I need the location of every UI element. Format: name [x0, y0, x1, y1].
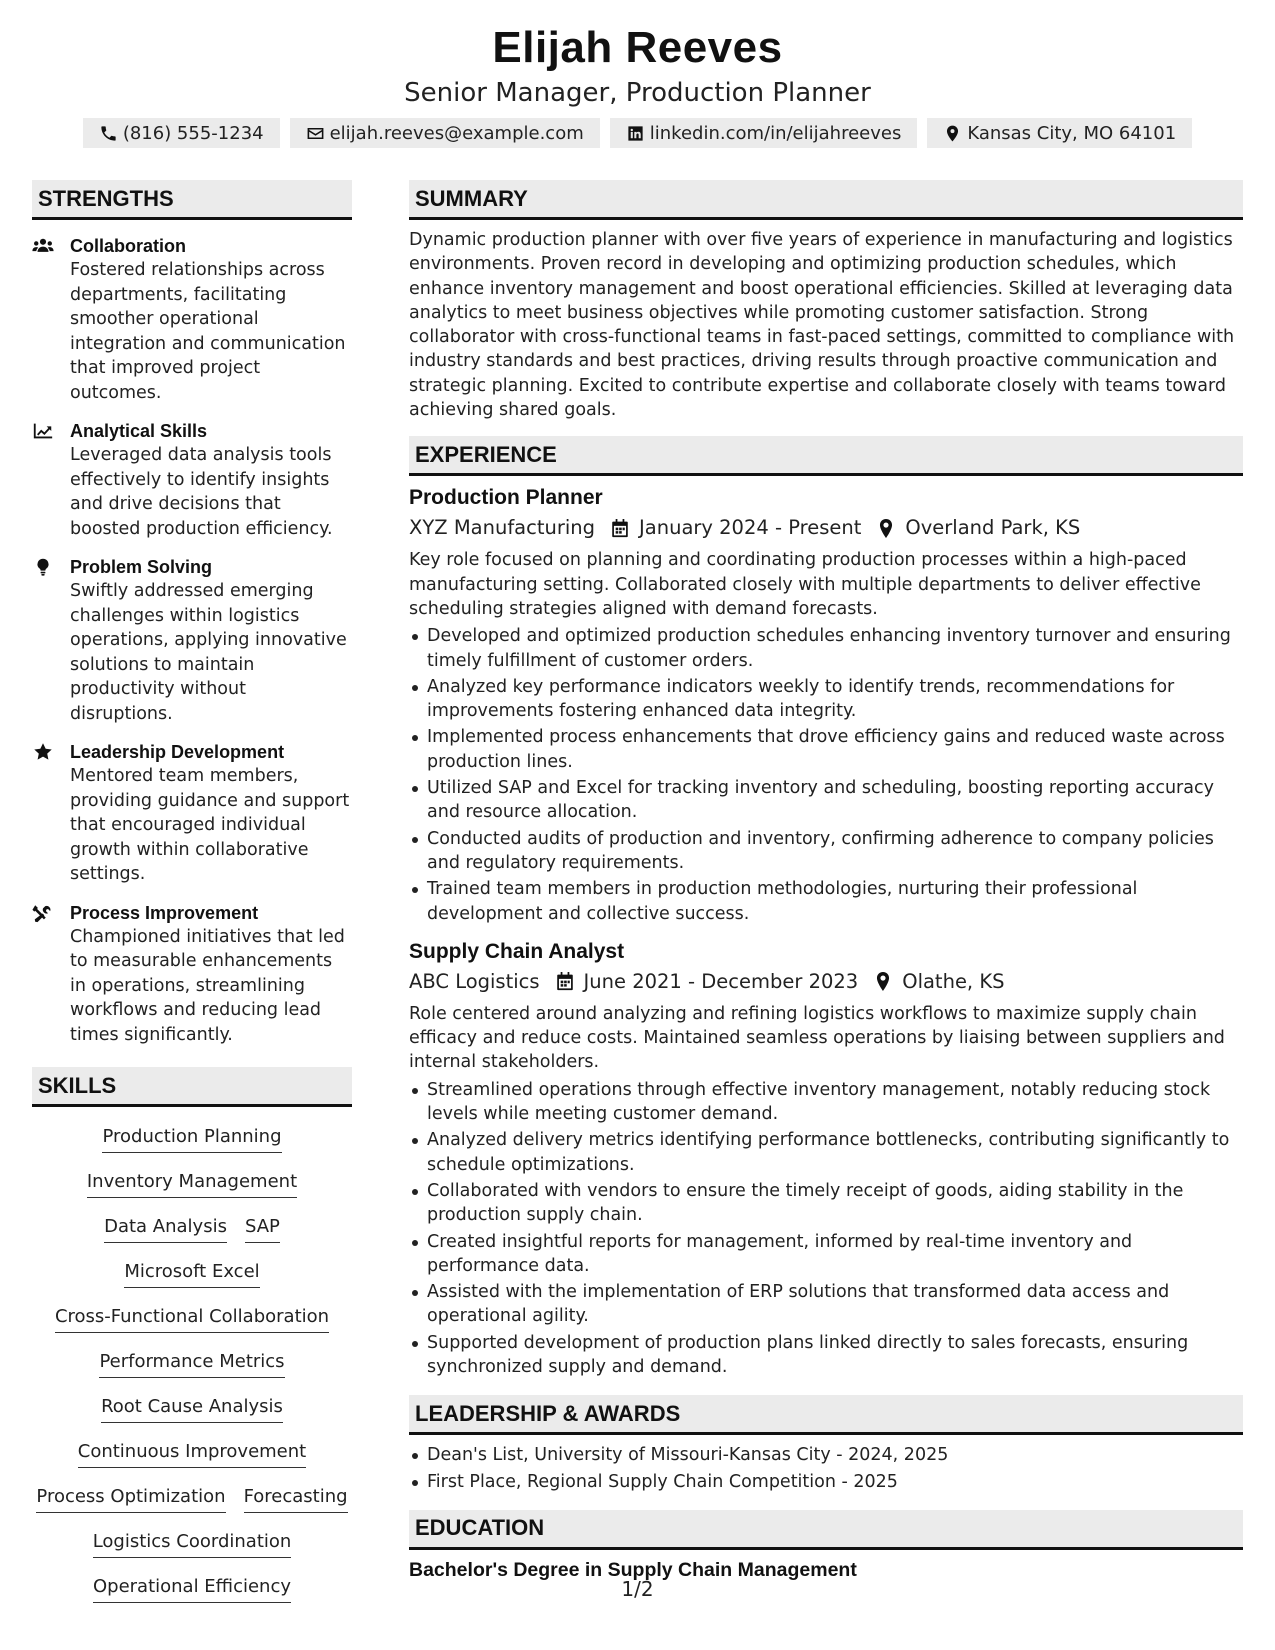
job-description: Role centered around analyzing and refining logistics workflows to maximize supply chain efficacy and reduce costs. Maintained seamless operations by liaising between suppliers and internal stakeholders. — [409, 1003, 1225, 1073]
calendar-icon — [611, 519, 629, 538]
map-pin-icon — [874, 972, 892, 991]
contact-phone[interactable] — [83, 118, 280, 148]
strength-item — [32, 901, 352, 1048]
job-title: Supply Chain Analyst — [409, 939, 625, 963]
bullet-item: Implemented process enhancements that drove efficiency gains and reduced waste across production lines. — [409, 725, 1243, 774]
skills-heading: SKILLS — [32, 1067, 352, 1107]
job-company: ABC Logistics — [409, 969, 540, 993]
skill-tag: Continuous Improvement — [78, 1441, 306, 1468]
job-meta — [409, 967, 1243, 997]
skill-row — [32, 1522, 352, 1567]
contact-location-text: Kansas City, MO 64101 — [967, 122, 1177, 144]
award-item: First Place, Regional Supply Chain Competition - 2025 — [409, 1470, 1243, 1494]
job-company: XYZ Manufacturing — [409, 516, 596, 540]
strength-title: Analytical Skills — [70, 421, 208, 441]
strengths-list — [32, 234, 352, 1047]
job-description: Key role focused on planning and coordinating production processes within a high-paced manufacturing setting. Collaborated closely with multiple departments to deliver effective scheduling strategies aligned with demand forecasts. — [409, 550, 1201, 619]
skill-tag: Production Planning — [102, 1126, 281, 1153]
contact-bar — [0, 118, 1275, 148]
summary-heading: SUMMARY — [409, 180, 1243, 220]
bullet-item: Utilized SAP and Excel for tracking inventory and scheduling, boosting reporting accuracy and resource allocation. — [409, 776, 1243, 825]
job-dates: January 2024 - Present — [639, 516, 862, 540]
line-chart-icon — [32, 421, 56, 441]
job-entry — [409, 484, 1243, 925]
bullet-item: Developed and optimized production schedules enhancing inventory turnover and ensuring timely fulfillment of customer orders. — [409, 624, 1243, 673]
left-column — [32, 180, 352, 1612]
envelope-icon — [306, 124, 325, 143]
leadership-list — [409, 1443, 1243, 1494]
skill-row — [32, 1432, 352, 1477]
bullet-item: Trained team members in production methodologies, nurturing their professional development and collective success. — [409, 877, 1243, 926]
skill-tag: Root Cause Analysis — [101, 1396, 283, 1423]
education-heading: EDUCATION — [409, 1510, 1243, 1550]
bullet-item: Analyzed delivery metrics identifying performance bottlenecks, contributing significantly to schedule optimizations. — [409, 1128, 1243, 1177]
skill-tag: Operational Efficiency — [93, 1576, 291, 1603]
strength-description: Fostered relationships across departments, facilitating smoother operational integration and communication that improved project outcomes. — [70, 260, 346, 403]
strength-title: Leadership Development — [70, 742, 285, 762]
right-column — [409, 180, 1243, 1584]
job-location: Overland Park, KS — [905, 516, 1081, 540]
job-dates: June 2021 - December 2023 — [583, 969, 859, 993]
contact-phone-text: (816) 555-1234 — [122, 122, 264, 144]
strength-item — [32, 740, 352, 887]
job-bullets — [409, 1078, 1243, 1380]
skill-tag: Performance Metrics — [99, 1351, 284, 1378]
strengths-heading: STRENGTHS — [32, 180, 352, 220]
candidate-name: Elijah Reeves — [492, 23, 783, 72]
strength-title: Problem Solving — [70, 557, 213, 577]
job-location: Olathe, KS — [902, 969, 1005, 993]
skill-tag: Forecasting — [244, 1486, 348, 1513]
skill-row — [32, 1207, 352, 1252]
tools-icon — [32, 903, 56, 923]
strength-title: Process Improvement — [70, 902, 259, 923]
experience-heading: EXPERIENCE — [409, 436, 1243, 476]
star-icon — [32, 742, 56, 762]
job-meta — [409, 513, 1243, 543]
skill-tag: Cross-Functional Collaboration — [55, 1306, 329, 1333]
bullet-item: Collaborated with vendors to ensure the timely receipt of goods, aiding stability in the production supply chain. — [409, 1179, 1243, 1228]
strength-description: Mentored team members, providing guidance and support that encouraged individual growth within collaborative settings. — [70, 766, 350, 884]
leadership-heading: LEADERSHIP & AWARDS — [409, 1395, 1243, 1435]
bullet-item: Assisted with the implementation of ERP solutions that transformed data access and operational agility. — [409, 1280, 1243, 1329]
skill-row — [32, 1117, 352, 1162]
skills-list — [32, 1117, 352, 1612]
strength-item — [32, 234, 352, 405]
candidate-title: Senior Manager, Production Planner — [404, 78, 871, 108]
contact-linkedin[interactable] — [610, 118, 918, 148]
skill-tag: Process Optimization — [36, 1486, 225, 1513]
job-title: Production Planner — [409, 486, 603, 510]
strength-description: Championed initiatives that led to measurable enhancements in operations, streamlining workflows and reducing lead times significantly. — [70, 926, 345, 1045]
strength-item — [32, 419, 352, 541]
bullet-item: Streamlined operations through effective inventory management, notably reducing stock levels while meeting customer demand. — [409, 1078, 1243, 1127]
bullet-item: Created insightful reports for management, informed by real-time inventory and performance data. — [409, 1230, 1243, 1279]
contact-email-text: elijah.reeves@example.com — [329, 122, 584, 144]
strength-description: Swiftly addressed emerging challenges within logistics operations, applying innovative solutions to maintain productivity without disruptions. — [70, 581, 347, 724]
map-pin-icon — [877, 519, 895, 538]
skill-row — [32, 1252, 352, 1297]
lightbulb-icon — [32, 557, 56, 577]
map-pin-icon — [943, 124, 962, 143]
award-item: Dean's List, University of Missouri-Kansas City - 2024, 2025 — [409, 1443, 1243, 1467]
bullet-item: Conducted audits of production and inventory, confirming adherence to company policies and regulatory requirements. — [409, 827, 1243, 876]
strength-description: Leveraged data analysis tools effectively to identify insights and drive decisions that boosted production efficiency. — [70, 445, 333, 539]
page-number: 1/2 — [621, 1577, 654, 1601]
contact-linkedin-text: linkedin.com/in/elijahreeves — [649, 122, 902, 144]
skill-tag: Microsoft Excel — [124, 1261, 259, 1288]
bullet-item: Supported development of production plans linked directly to sales forecasts, ensuring synchronized supply and demand. — [409, 1331, 1243, 1380]
summary-text: Dynamic production planner with over five years of experience in manufacturing and logistics environments. Proven record in developing and optimizing production schedules, which enhance inventory management and boost operational efficiencies. Skilled at leveraging data analytics to meet business objectives while promoting customer satisfaction. Strong collaborator with cross-functional teams in fast-paced settings, committed to compliance with industry standards and best practices, driving results through proactive communication and strategic planning. Excited to contribute expertise and collaborate closely with teams toward achieving shared goals. — [409, 230, 1235, 421]
skill-tag: Data Analysis — [104, 1216, 227, 1243]
contact-email[interactable] — [290, 118, 600, 148]
calendar-icon — [556, 972, 574, 991]
contact-location — [927, 118, 1192, 148]
users-icon — [32, 236, 56, 256]
skill-row — [32, 1387, 352, 1432]
job-bullets — [409, 624, 1243, 926]
strength-title: Collaboration — [70, 236, 186, 256]
skill-row — [32, 1477, 352, 1522]
skill-tag: Inventory Management — [87, 1171, 297, 1198]
degree-title: Bachelor's Degree in Supply Chain Management — [409, 1558, 857, 1581]
resume-header — [0, 22, 1275, 148]
job-entry — [409, 938, 1243, 1379]
skill-row — [32, 1162, 352, 1207]
skill-tag: SAP — [245, 1216, 280, 1243]
skill-row — [32, 1297, 352, 1342]
skill-tag: Logistics Coordination — [93, 1531, 292, 1558]
phone-icon — [99, 124, 118, 143]
skill-row — [32, 1342, 352, 1387]
linkedin-icon — [626, 124, 645, 143]
bullet-item: Analyzed key performance indicators weekly to identify trends, recommendations for improvements fostering enhanced data integrity. — [409, 675, 1243, 724]
strength-item — [32, 555, 352, 726]
